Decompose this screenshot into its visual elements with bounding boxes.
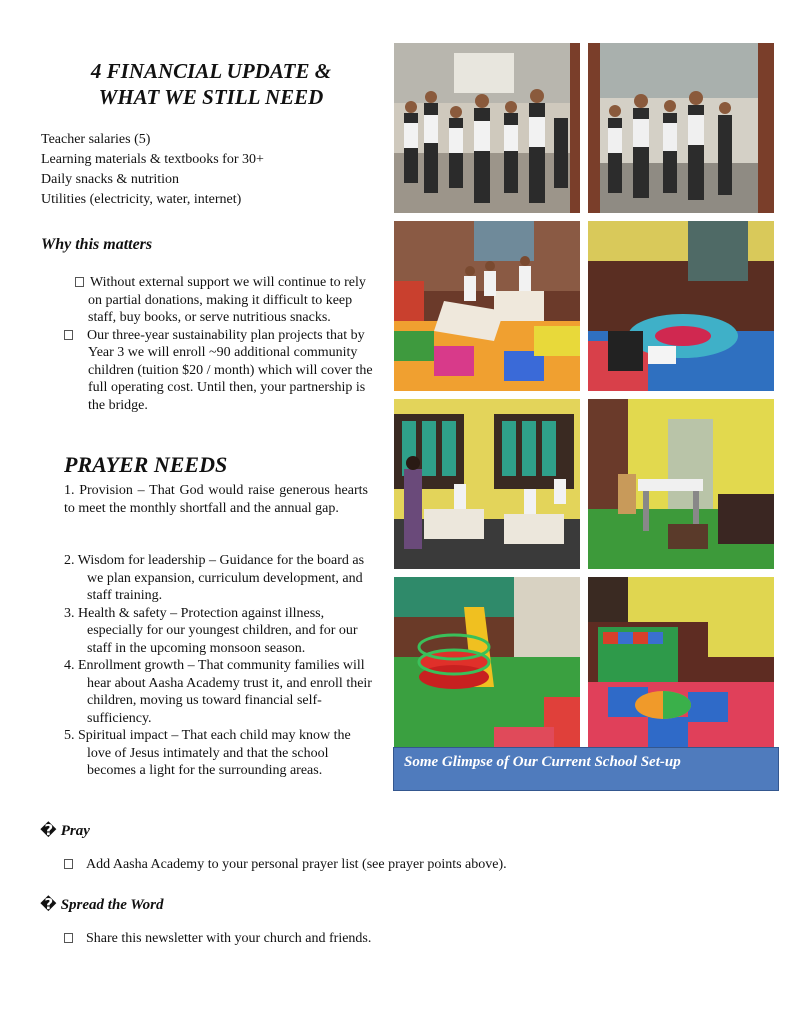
prayer-item: 4. Enrollment growth – That community families will hear about Aasha Academy trust it, and enroll their children, moving us toward financial self-sufficiency. bbox=[64, 658, 372, 726]
need-item: Teacher salaries (5) bbox=[41, 132, 151, 147]
photo-students-exercise-1 bbox=[394, 43, 580, 213]
why-item: Our three-year sustainability plan projects that by Year 3 we will enroll ~90 additional community children (tuition $20 / month) which will cover the full operating cost. Until then, your partnership is the bridge. bbox=[64, 327, 376, 415]
prayer-provision: 1. Provision – That God would raise generous hearts to meet the monthly shortfall and the annual gap. bbox=[64, 483, 368, 516]
need-item: Utilities (electricity, water, internet) bbox=[41, 192, 242, 207]
replacement-glyph-icon: � bbox=[40, 821, 57, 839]
prayer-item: 2. Wisdom for leadership – Guidance for the board as we plan expansion, curriculum development, and staff training. bbox=[64, 553, 365, 603]
why-heading: Why this matters bbox=[41, 236, 153, 253]
need-item: Learning materials & textbooks for 30+ bbox=[41, 152, 264, 167]
prayer-heading: PRAYER NEEDS bbox=[64, 452, 228, 477]
replacement-glyph-icon: � bbox=[40, 895, 57, 913]
title-line-1: 4 FINANCIAL UPDATE & bbox=[90, 59, 332, 83]
checkbox-glyph-icon bbox=[64, 859, 73, 869]
checkbox-glyph-icon bbox=[64, 330, 73, 340]
why-item: Without external support we will continue to rely on partial donations, making it difficult to keep staff, buy books, or serve nutritious snacks. bbox=[64, 274, 376, 327]
photo-office-room bbox=[588, 399, 774, 569]
prayer-item: 3. Health & safety – Protection against illness, especially for our youngest children, and for our staff in the upcoming monsoon season. bbox=[64, 605, 358, 656]
photo-play-mat-room bbox=[588, 577, 774, 747]
spread-item: Share this newsletter with your church and friends. bbox=[64, 931, 371, 947]
photo-students-exercise-2 bbox=[588, 43, 774, 213]
prayer-item: 5. Spiritual impact – That each child may know the love of Jesus intimately and that the school becomes a light for the surrounding areas. bbox=[64, 728, 351, 778]
photo-classroom-desks bbox=[394, 221, 580, 391]
photo-classroom-windows bbox=[394, 399, 580, 569]
photo-slide-play-area bbox=[394, 577, 580, 747]
need-item: Daily snacks & nutrition bbox=[41, 172, 180, 187]
needs-list bbox=[41, 130, 264, 210]
photo-caption: Some Glimpse of Our Current School Set-up bbox=[393, 747, 779, 791]
title-line-2: WHAT WE STILL NEED bbox=[98, 85, 324, 109]
prayer-list bbox=[64, 552, 376, 780]
checkbox-glyph-icon bbox=[75, 277, 84, 287]
pray-heading: � Pray bbox=[40, 821, 90, 839]
checkbox-glyph-icon bbox=[64, 933, 73, 943]
pray-item: Add Aasha Academy to your personal prayer list (see prayer points above). bbox=[64, 857, 507, 873]
photo-round-table-room bbox=[588, 221, 774, 391]
spread-heading: � Spread the Word bbox=[40, 895, 164, 913]
why-list bbox=[64, 274, 376, 414]
section-title bbox=[40, 58, 382, 110]
